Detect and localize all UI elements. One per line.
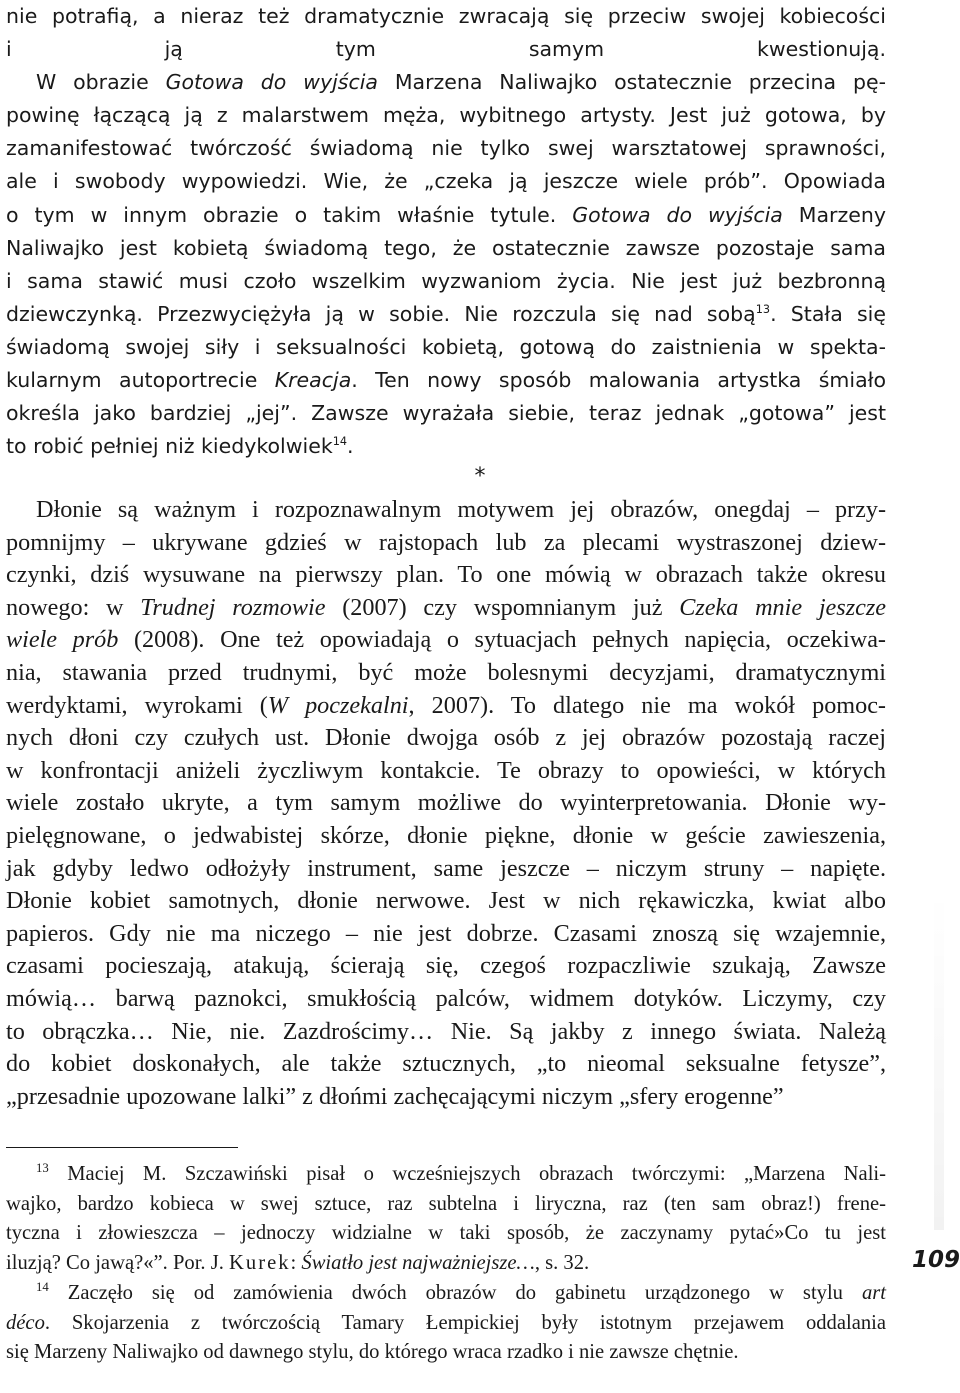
text-line: Dłonie są ważnym i rozpoznawalnym motywem jej obrazów, onegdaj – przy-	[36, 496, 886, 523]
title-italic: Gotowa do wyjścia	[165, 70, 378, 95]
text-line: czasami pocieszają, atakują, ścierają się, czegoś rozpaczliwie szukają, Zawsze	[6, 952, 886, 980]
text-line: dziewczynką. Przezwyciężyła ją w sobie. Nie rozczula się nad sobą$^{13}$. Stała się	[6, 301, 886, 326]
margin-shade	[934, 890, 944, 1230]
text-line: mówią… barwą paznokci, smukłością palców, widmem dotyków. Liczymy, czy	[6, 984, 886, 1012]
cited-title: Światło jest najważniejsze…	[301, 1252, 535, 1275]
title-italic: Trudnej rozmowie	[140, 593, 326, 621]
text-line: pielęgnowane, o jedwabistej skórze, dłonie piękne, dłonie w geście zawieszenia,	[6, 821, 886, 849]
text-line: Dłonie kobiet samotnych, dłonie nerwowe. Jest w nich rękawiczka, kwiat albo	[6, 887, 886, 915]
footnote-13-line: wajko, bardzo kobieca w swej sztuce, raz subtelna i liryczna, raz (ten sam obraz!) frene-	[6, 1192, 886, 1215]
text-line: i ją tym samym kwestionują.	[6, 37, 886, 62]
text-line: określa jako bardziej „jej”. Zawsze wyrażała siebie, teraz jednak „gotowa” jest	[6, 401, 886, 426]
text-line: pomnijmy – ukrywane gdzieś w rajstopach lub za plecami wystraszonej dziew-	[6, 528, 886, 556]
footnotes	[6, 1160, 886, 1368]
text-line: w konfrontacji aniżeli życzliwym kontakcie. Te obrazy to opowieści, w których	[6, 756, 886, 784]
text-line: to robić pełniej niż kiedykolwiek$^{14}$.	[6, 434, 354, 459]
footnote-14-line: się Marzeny Naliwajko od dawnego stylu, do którego wraca rzadko i nie zawsze chętnie.	[6, 1341, 739, 1364]
text-line: nych dłoni czy czułych ust. Dłonie dwojga osób z jej obrazów pozostają raczej	[6, 724, 886, 752]
title-italic: wiele prób	[6, 626, 119, 654]
footnote-14-number: 14	[36, 1279, 49, 1294]
text-line: werdyktami, wyrokami (W poczekalni, 2007). To dlatego nie ma wokół pomoc-	[6, 691, 886, 719]
footnote-14-line: $^{14}$ Zaczęło się od zamówienia dwóch obrazów do gabinetu urządzonego w stylu art	[36, 1279, 886, 1304]
text-line: czynki, dziś wysuwane na pierwszy plan. To one mówią w obrazach także okresu	[6, 561, 886, 589]
text-line: nie potrafią, a nieraz też dramatycznie zwracają się przeciw swojej kobiecości	[6, 4, 886, 28]
text-line: papieros. Gdy nie ma niczego – nie jest dobrze. Czasami znoszą się wzajemnie,	[6, 919, 886, 947]
footnote-13-line: tyczna i złowieszcza – jednoczy widzialne w taki sposób, że zaczynamy pytać»Co tu jest	[6, 1222, 886, 1245]
text-line: świadomą swojej siły i seksualności kobietą, gotową do zaistnienia w spekta-	[6, 334, 886, 359]
text-line: wiele prób (2008). One też opowiadają o sytuacjach pełnych napięcia, oczekiwa-	[6, 626, 886, 654]
footnote-ref: 14	[332, 435, 348, 449]
footnote-13-number: 13	[36, 1161, 49, 1176]
footnote-13-line: iluzją? Co jawą?«”. Por. J. Kurek: Światło jest najważniejsze…, s. 32.	[6, 1252, 590, 1275]
text-line: to obrączka… Nie, nie. Zazdrościmy… Nie. Są jakby z innego świata. Należą	[6, 1017, 886, 1045]
text-line: ale i swobody wypowiedzi. Wie, że „czeka ją jeszcze wiele prób”. Opowiada	[6, 169, 886, 194]
text-line: zamanifestować twórczość świadomą nie tylko swej warsztatowej sprawności,	[6, 136, 886, 161]
paragraph-block-gotowa	[6, 0, 886, 463]
title-italic: Gotowa do wyjścia	[572, 202, 783, 227]
paragraph-block-dlonie	[6, 494, 886, 1113]
text-line: do kobiet doskonałych, ale także sztucznych, „to nieomal seksualne fetysze”,	[6, 1050, 886, 1078]
footnote-14-line: déco. Skojarzenia z twórczością Tamary Łempickiej były istotnym przejawem oddalania	[6, 1311, 886, 1334]
title-italic: Czeka mnie jeszcze	[679, 593, 887, 621]
text-line: W obrazie Gotowa do wyjścia Marzena Naliwajko ostatecznie przecina pę-	[36, 70, 886, 95]
text-line: jak gdyby ledwo odłożyły instrument, same jeszcze – niczym struny – napięte.	[6, 854, 886, 882]
footnote-rule	[6, 1147, 238, 1148]
title-italic: W poczekalni	[267, 691, 409, 719]
text-line: kularnym autoportrecie Kreacja. Ten nowy sposób malowania artystka śmiało	[6, 368, 886, 393]
page-number: 109	[912, 1247, 960, 1273]
text-line: nowego: w Trudnej rozmowie (2007) czy wspomnianym już Czeka mnie jeszcze	[6, 593, 887, 621]
text-line: Naliwajko jest kobietą świadomą tego, że ostatecznie zawsze pozostaje sama	[6, 235, 886, 260]
text-line: nia, stawania przed trudnymi, być może bolesnymi decyzjami, dramatycznymi	[6, 658, 886, 686]
footnote-ref: 13	[755, 303, 771, 317]
cited-author: Kurek	[229, 1252, 291, 1275]
text-line: i sama stawić musi czoło wszelkim wyzwaniom życia. Nie jest już bezbronną	[6, 268, 886, 293]
text-line: wiele zostało ukryte, a tym samym możliwe do wyinterpretowania. Dłonie wy-	[6, 789, 886, 817]
text-line: o tym w innym obrazie o takim właśnie tytule. Gotowa do wyjścia Marzeny	[6, 202, 886, 227]
section-separator: *	[474, 464, 486, 489]
title-italic: Kreacja	[274, 368, 352, 393]
text-line: powinę łączącą ją z malarstwem męża, wybitnego artysty. Jest już gotowa, by	[6, 103, 886, 128]
text-line: „przesadnie upozowane lalki” z dłońmi zachęcającymi niczym „sfery erogenne”	[6, 1082, 784, 1110]
footnote-13-line: $^{13}$ Maciej M. Szczawiński pisał o wcześniejszych obrazach twórczymi: „Marzena Nali-	[36, 1161, 886, 1185]
